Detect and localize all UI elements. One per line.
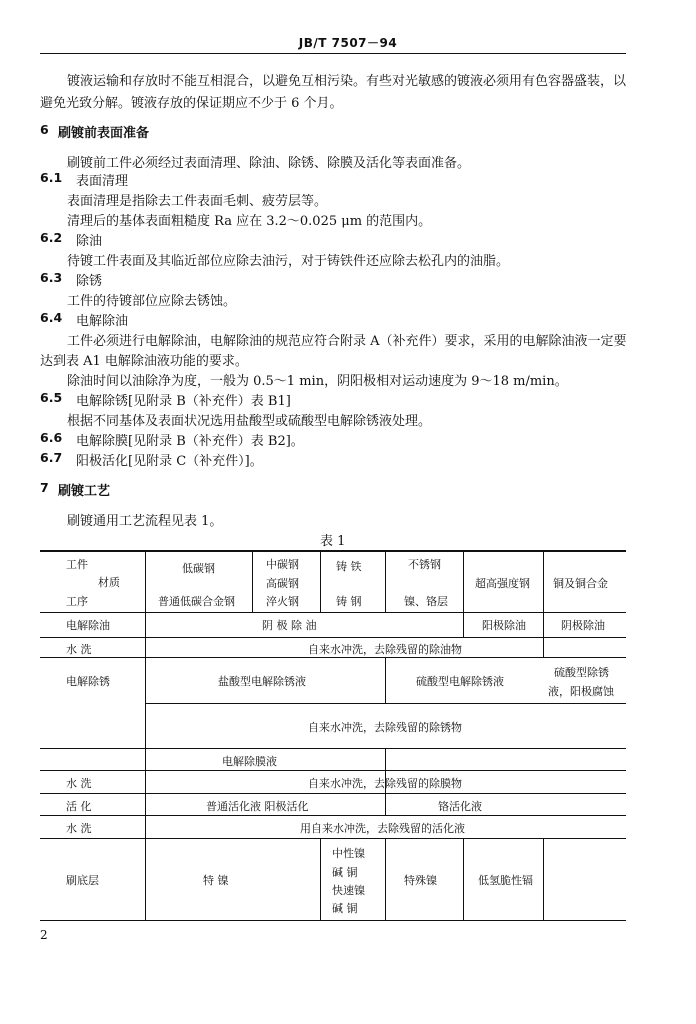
row-label: 电解除油 [66,619,110,632]
paragraph-line: 表面清理是指除去工件表面毛刺、疲劳层等。 [67,194,328,209]
standard-header: JB/T 7507－94 [298,36,398,50]
section-number: 6.2 [40,230,63,245]
paragraph-line: 工件必须进行电解除油，电解除油的规范应符合附录 A（补充件）要求，采用的电解除油液一定要 [67,334,627,349]
table-col-rule [385,657,386,703]
section-title: 电解除膜[见附录 B（补充件）表 B2]。 [76,434,304,449]
table-top-rule [40,550,626,552]
paragraph-line: 刷镀前工件必须经过表面清理、除油、除锈、除膜及活化等表面准备。 [67,156,471,171]
paragraph-line: 达到表 A1 电解除油液功能的要求。 [40,354,248,369]
col-header: 中碳钢 [266,558,299,571]
section-title: 刷镀前表面准备 [58,126,150,141]
table-col-rule [543,550,544,658]
col-header: 铜及铜合金 [553,577,608,590]
table-cell: 自来水冲洗，去除残留的除油物 [308,643,462,656]
table-cell: 自来水冲洗，去除残留的除膜物 [308,777,462,790]
corner-material: 材质 [98,576,120,589]
table-col-rule [543,838,544,920]
table-cell: 阳极除油 [482,619,526,632]
section-title: 阳极活化[见附录 C（补充件）]。 [76,454,263,469]
table-col-rule [463,838,464,920]
paragraph-line: 工件的待镀部位应除去锈蚀。 [67,294,237,309]
row-label: 刷底层 [66,874,99,887]
paragraph-line: 待镀工件表面及其临近部位应除去油污，对于铸铁件还应除去松孔内的油脂。 [67,254,510,269]
col-header: 镍、铬层 [404,595,448,608]
table-rule [40,637,626,638]
table-cell: 自来水冲洗，去除残留的除锈物 [308,721,462,734]
section-title: 电解除锈[见附录 B（补充件）表 B1] [76,394,291,409]
table-col-rule [385,550,386,612]
row-label: 水 洗 [66,777,92,790]
corner-process: 工序 [66,595,88,608]
table-cell: 硫酸型电解除锈液 [416,675,504,688]
paragraph-line: 镀液运输和存放时不能互相混合，以避免互相污染。有些对光敏感的镀液必须用有色容器盛装，以 [67,74,627,89]
table-col-rule [463,550,464,612]
paragraph-line: 避免光致分解。镀液存放的保证期应不少于 6 个月。 [40,96,343,111]
paragraph-line: 清理后的基体表面粗糙度 Ra 应在 3.2～0.025 μm 的范围内。 [67,214,432,229]
table-cell: 用自来水冲洗，去除残留的活化液 [300,822,465,835]
col-header: 淬火钢 [266,595,299,608]
table-rule [40,815,626,816]
section-title: 表面清理 [76,174,129,189]
col-header: 不锈钢 [408,558,441,571]
col-header: 铸 钢 [336,595,362,608]
paragraph-line: 根据不同基体及表面状况选用盐酸型或硫酸型电解除锈液处理。 [67,414,432,429]
section-number: 7 [40,480,49,495]
table-cell: 硫酸型除锈 [554,666,609,679]
table-rule [40,657,626,658]
col-header: 超高强度钢 [475,577,530,590]
section-number: 6.7 [40,450,63,465]
section-number: 6.3 [40,270,63,285]
section-number: 6.6 [40,430,63,445]
table-cell: 低氢脆性镉 [478,874,533,887]
table-rule [40,793,626,794]
table-cell: 阴极除油 [561,619,605,632]
section-number: 6.4 [40,310,63,325]
col-header: 低碳钢 [182,562,215,575]
table-cell: 快速镍 [332,884,365,897]
table-col-rule [145,550,146,920]
table-rule [40,612,626,613]
table-cell: 特殊镍 [404,874,437,887]
section-title: 除油 [76,234,103,249]
table-col-rule [463,612,464,637]
table-cell: 铬活化液 [438,800,482,813]
col-header: 普通低碳合金钢 [158,595,235,608]
table-bottom-rule [40,920,626,921]
section-number: 6.1 [40,170,63,185]
section-title: 刷镀工艺 [58,484,111,499]
section-title: 电解除油 [76,314,129,329]
table-cell: 特 镍 [203,874,229,887]
table-rule [40,838,626,839]
paragraph-line: 除油时间以油除净为度，一般为 0.5～1 min，阴阳极相对运动速度为 9～18 m/min。 [67,374,568,389]
paragraph-line: 刷镀通用工艺流程见表 1。 [67,514,223,529]
table-cell: 碱 铜 [332,902,358,915]
table-cell: 盐酸型电解除锈液 [218,675,306,688]
col-header: 铸 铁 [336,560,362,573]
table-col-rule [320,838,321,920]
row-label: 电解除锈 [66,675,110,688]
table-col-rule [320,550,321,612]
row-label: 水 洗 [66,643,92,656]
table-rule [40,770,626,771]
corner-workpiece: 工件 [66,558,88,571]
table-col-rule [252,550,253,612]
row-label: 水 洗 [66,822,92,835]
table-cell: 阴 极 除 油 [262,619,317,632]
table-cell: 中性镍 [332,847,365,860]
table-caption: 表 1 [320,534,346,549]
table-cell: 液，阳极腐蚀 [548,685,614,698]
section-title: 除锈 [76,274,103,289]
row-label: 活 化 [66,800,92,813]
section-number: 6.5 [40,390,63,405]
table-cell: 普通活化液 阳极活化 [206,800,309,813]
table-rule [145,703,626,704]
table-cell: 碱 铜 [332,866,358,879]
table-cell: 电解除膜液 [222,755,277,768]
section-number: 6 [40,122,49,137]
col-header: 高碳钢 [266,577,299,590]
page-number: 2 [40,928,48,942]
table-col-rule [385,838,386,920]
table-rule [40,748,626,749]
header-rule [40,53,626,54]
